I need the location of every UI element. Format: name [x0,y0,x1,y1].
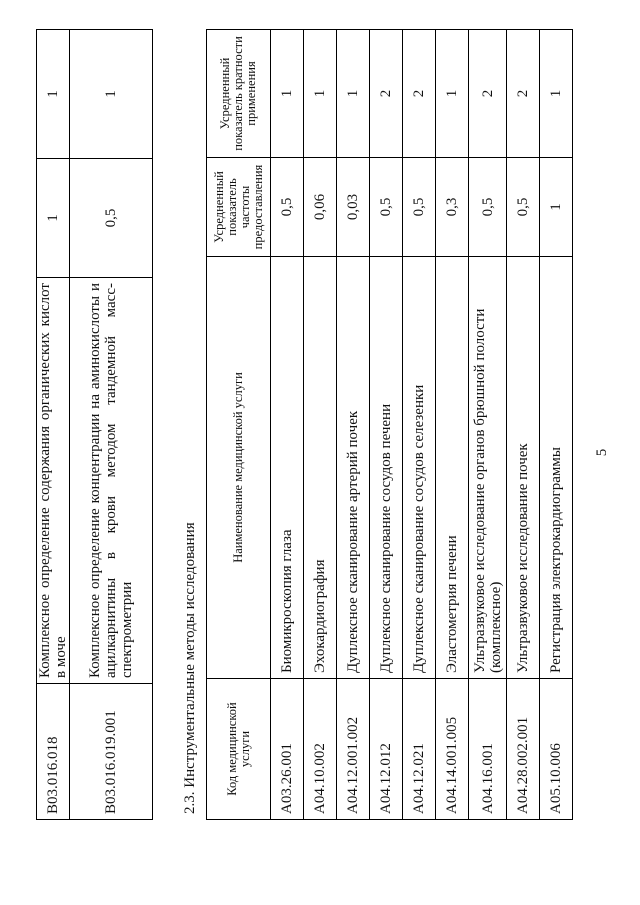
header-frequency: Усредненный показатель частоты предоставления [207,158,271,257]
service-name: Комплексное определение концентрации на аминокислоты и ацилкарнитины в крови методом тандемной масс-спектрометрии [70,278,153,684]
multiplicity-value: 2 [403,30,436,158]
frequency-value: 0,5 [370,158,403,257]
service-code: A04.12.021 [403,679,436,820]
frequency-value: 1 [540,158,573,257]
table-row [37,30,70,820]
service-name: Эхокардиография [304,257,337,679]
table-row [370,30,403,820]
frequency-value: 0,5 [70,159,153,278]
frequency-value: 0,5 [507,158,540,257]
multiplicity-value: 2 [469,30,507,158]
table-row [469,30,507,820]
service-name: Ультразвуковое исследование органов брюшной полости (комплексное) [469,257,507,679]
frequency-value: 0,5 [271,158,304,257]
service-code: A04.12.012 [370,679,403,820]
frequency-value: 0,03 [337,158,370,257]
service-code: A04.10.002 [304,679,337,820]
service-name: Биомикроскопия глаза [271,257,304,679]
service-name: Дуплексное сканирование сосудов печени [370,257,403,679]
service-name: Дуплексное сканирование сосудов селезенки [403,257,436,679]
table-row [337,30,370,820]
service-code: A05.10.006 [540,679,573,820]
multiplicity-value: 1 [37,30,70,159]
multiplicity-value: 1 [271,30,304,158]
service-code: B03.016.019.001 [70,684,153,820]
table-header-row [207,30,271,820]
multiplicity-value: 2 [507,30,540,158]
table-row [304,30,337,820]
service-code: A03.26.001 [271,679,304,820]
service-code: A04.14.001.005 [436,679,469,820]
header-multiplicity: Усредненный показатель кратности применения [207,30,271,158]
frequency-value: 0,5 [403,158,436,257]
service-name: Эластометрия печени [436,257,469,679]
table-row [403,30,436,820]
frequency-value: 0,3 [436,158,469,257]
service-name: Комплексное определение содержания органических кислот в моче [37,278,70,684]
service-code: A04.16.001 [469,679,507,820]
service-code: A04.28.002.001 [507,679,540,820]
table-row [507,30,540,820]
service-name: Ультразвуковое исследование почек [507,257,540,679]
service-code: A04.12.001.002 [337,679,370,820]
service-name: Дуплексное сканирование артерий почек [337,257,370,679]
frequency-value: 1 [37,159,70,278]
frequency-value: 0,5 [469,158,507,257]
header-code: Код медицинской услуги [207,679,271,820]
service-code: B03.016.018 [37,684,70,820]
multiplicity-value: 2 [370,30,403,158]
multiplicity-value: 1 [436,30,469,158]
table-row [70,30,153,820]
instrumental-methods-table [206,29,573,820]
table-row [540,30,573,820]
header-name: Наименование медицинской услуги [207,257,271,679]
service-name: Регистрация электрокардиограммы [540,257,573,679]
table-row [436,30,469,820]
page-number: 5 [594,448,610,457]
laboratory-methods-table-continuation [36,29,153,820]
frequency-value: 0,06 [304,158,337,257]
multiplicity-value: 1 [304,30,337,158]
table-row [271,30,304,820]
section-heading: 2.3. Инструментальные методы исследования [182,522,198,814]
multiplicity-value: 1 [337,30,370,158]
multiplicity-value: 1 [540,30,573,158]
multiplicity-value: 1 [70,30,153,159]
